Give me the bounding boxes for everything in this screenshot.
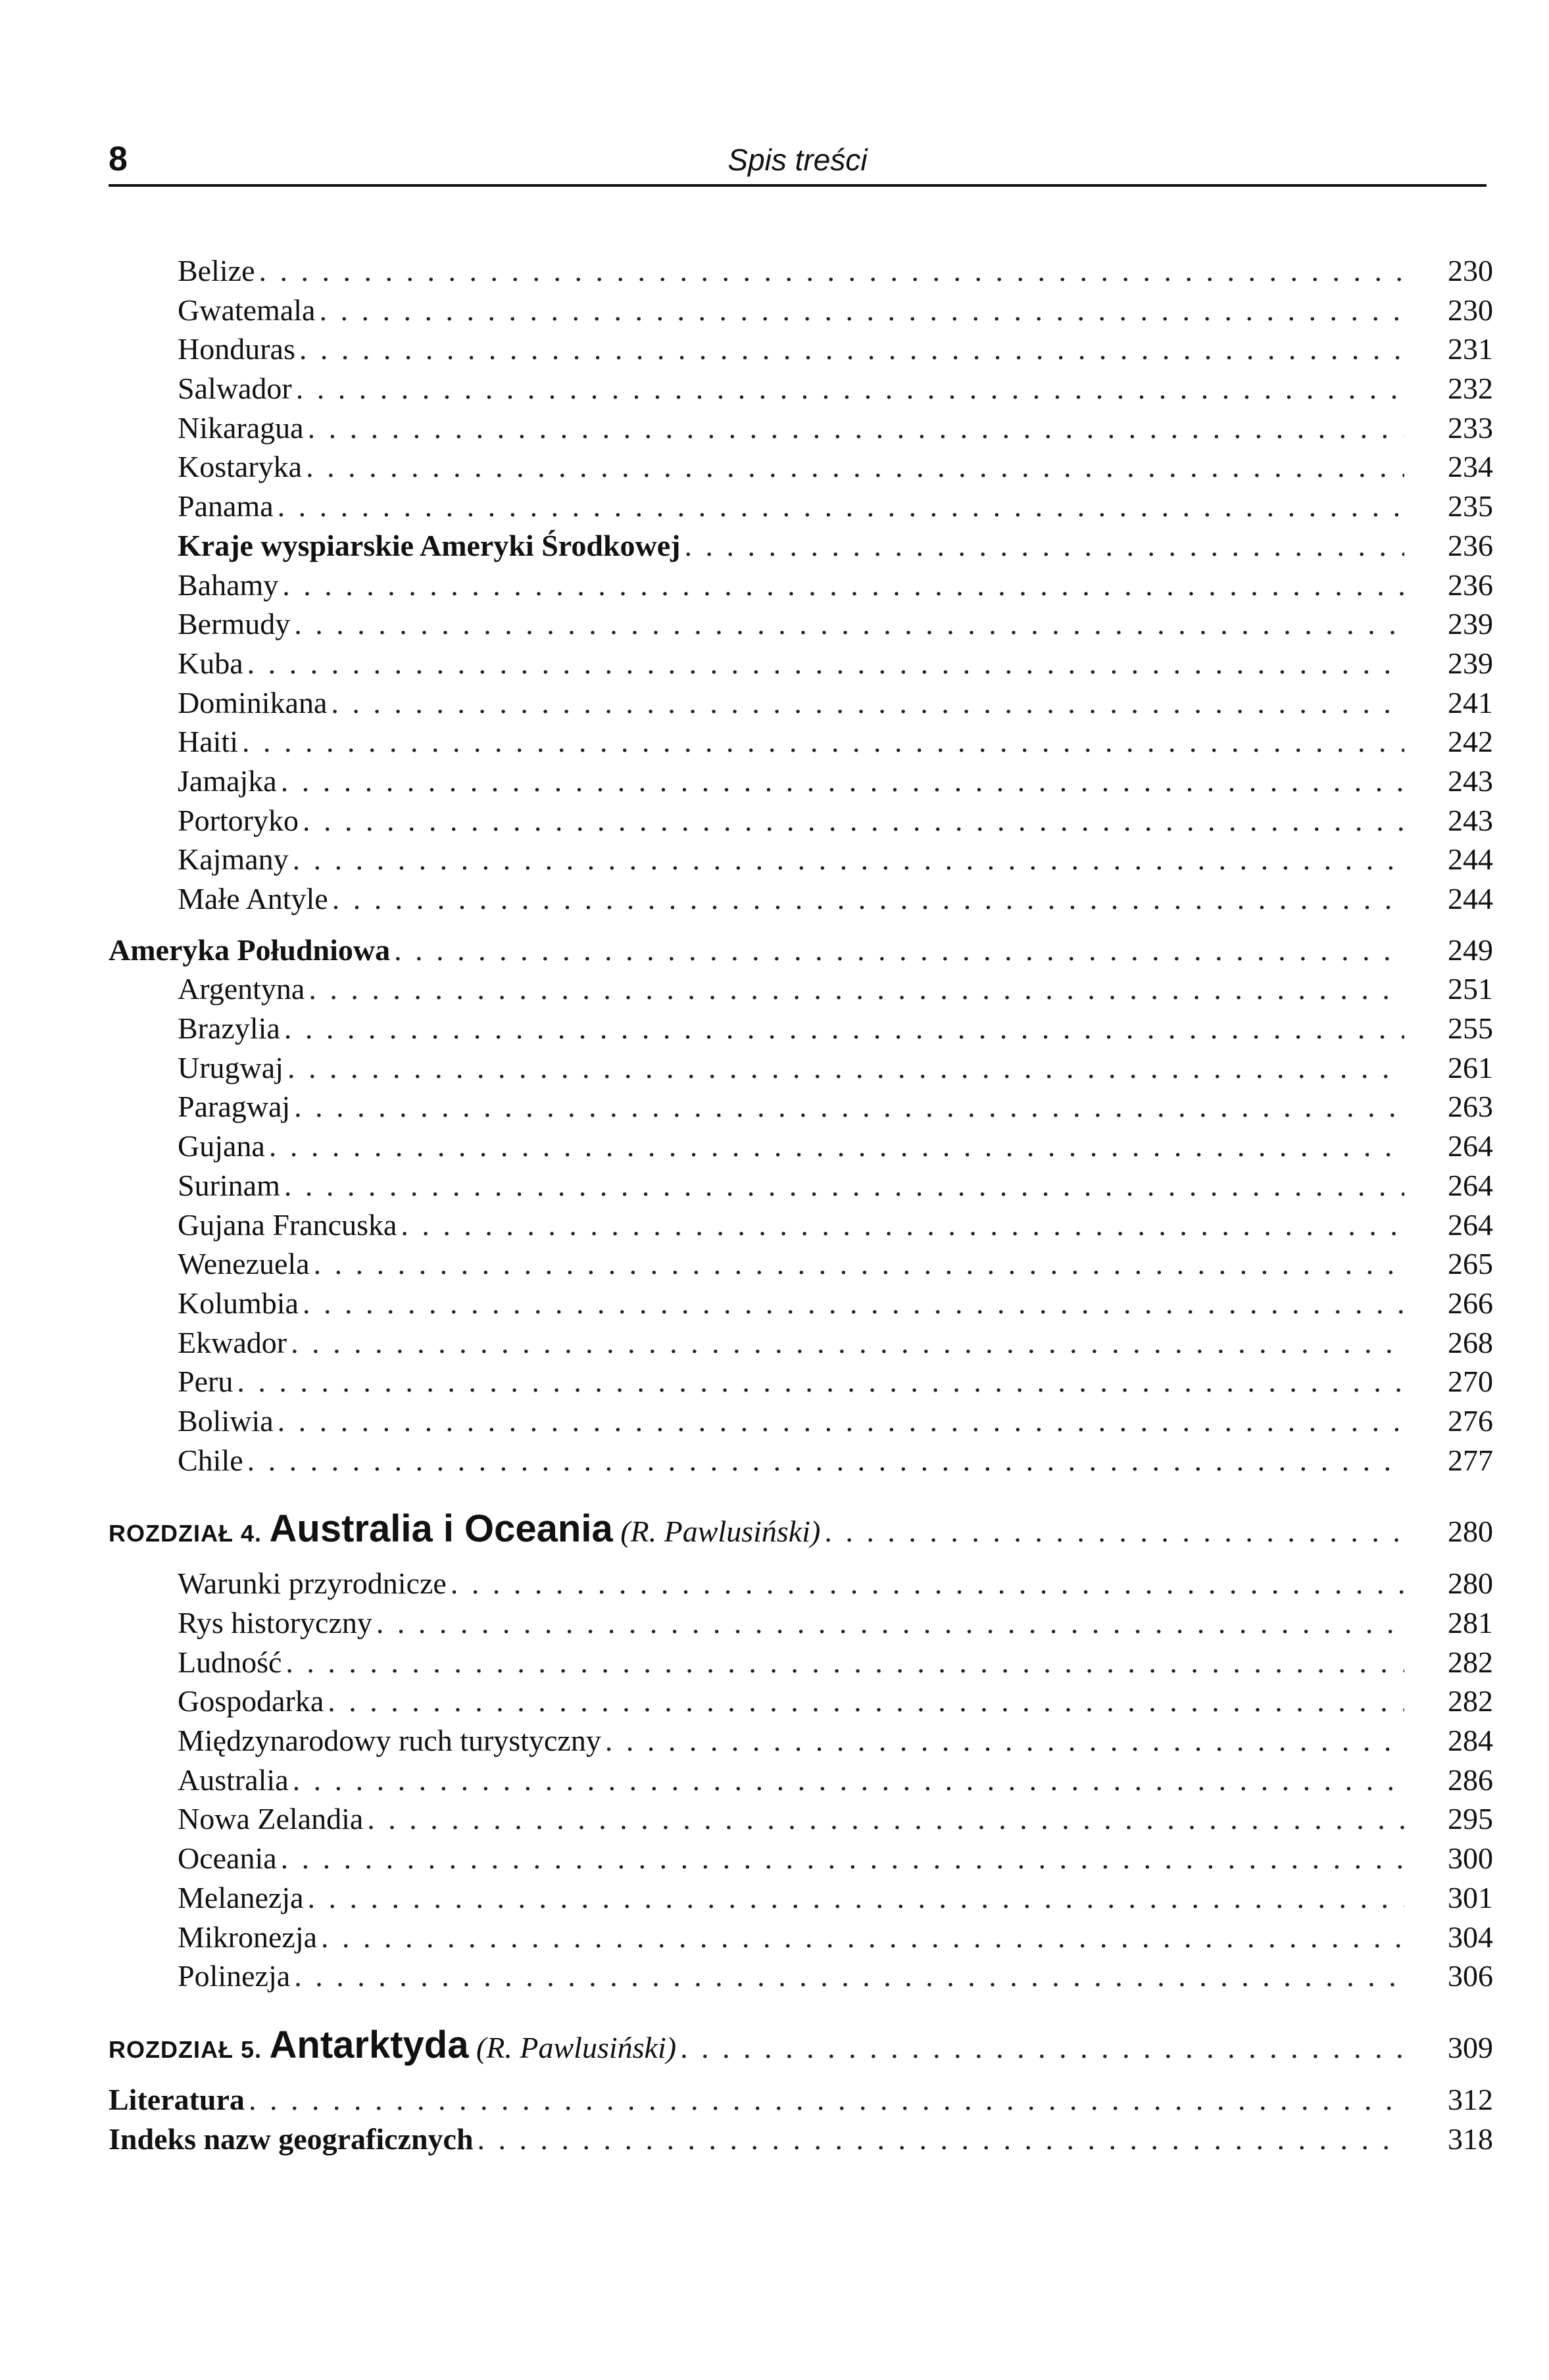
entry-page-number: 265	[1448, 1247, 1493, 1281]
dot-leader	[294, 1087, 1404, 1127]
dot-leader	[293, 840, 1404, 879]
toc-entry-gwatemala[interactable]	[109, 291, 1493, 330]
page-header	[109, 132, 1487, 187]
page-number: 8	[109, 140, 128, 178]
dot-leader	[605, 1721, 1404, 1761]
entry-page-number: 232	[1448, 372, 1493, 406]
entry-title: Polinezja	[178, 1959, 291, 1993]
toc-entry-ekwador[interactable]	[109, 1323, 1493, 1363]
dot-leader	[308, 408, 1404, 448]
entry-title	[109, 2022, 676, 2073]
toc-entry-nikaragua[interactable]	[109, 408, 1493, 448]
toc-chapter-5[interactable]	[109, 2022, 1493, 2068]
entry-title: Wenezuela	[178, 1247, 310, 1281]
entry-title: Peru	[178, 1365, 234, 1399]
entry-page-number: 261	[1448, 1050, 1493, 1084]
entry-page-number: 312	[1448, 2082, 1493, 2116]
entry-title: Honduras	[178, 332, 295, 366]
entry-page-number: 281	[1448, 1606, 1493, 1639]
dot-leader	[303, 1284, 1404, 1323]
dot-leader	[376, 1603, 1404, 1643]
entry-title: Literatura	[109, 2082, 245, 2116]
chapter-page: 280	[1448, 1515, 1493, 1549]
dot-leader	[259, 251, 1405, 291]
toc-entry-rys-historyczny[interactable]	[109, 1603, 1493, 1643]
toc-entry-gujana[interactable]	[109, 1127, 1493, 1166]
toc-entry-salwador[interactable]	[109, 369, 1493, 408]
dot-leader	[299, 329, 1404, 369]
entry-title: Małe Antyle	[178, 882, 328, 915]
entry-page-number: 244	[1448, 842, 1493, 877]
entry-page-number: 284	[1448, 1724, 1493, 1758]
toc-entry-boliwia[interactable]	[109, 1401, 1493, 1441]
toc-entry-polinezja[interactable]	[109, 1956, 1493, 1996]
toc-entry-kajmany[interactable]	[109, 840, 1493, 879]
entry-title: Melanezja	[178, 1880, 304, 1914]
toc-entry-panama[interactable]	[109, 487, 1493, 526]
entry-title: Ameryka Południowa	[109, 933, 391, 967]
dot-leader	[293, 1761, 1404, 1800]
entry-title: Mikronezja	[178, 1920, 318, 1954]
entry-page-number: 277	[1448, 1443, 1493, 1477]
entry-title: Kraje wyspiarskie Ameryki Środkowej	[178, 528, 681, 562]
entry-page-number: 243	[1448, 803, 1493, 837]
dot-leader	[294, 604, 1404, 644]
entry-page-number: 300	[1448, 1841, 1493, 1876]
toc-entry-jamajka[interactable]	[109, 762, 1493, 801]
entry-title: Dominikana	[178, 685, 328, 719]
toc-entry-nowa-zelandia[interactable]	[109, 1799, 1493, 1839]
entry-title: Salwador	[178, 372, 292, 406]
dot-leader	[247, 644, 1404, 683]
toc-entry-indeks[interactable]	[109, 2120, 1493, 2159]
toc-entry-honduras[interactable]	[109, 329, 1493, 369]
entry-title: Boliwia	[178, 1403, 274, 1438]
dot-leader	[278, 1401, 1404, 1441]
entry-title: Gujana	[178, 1129, 265, 1163]
entry-title: Kostaryka	[178, 450, 303, 484]
toc-entry-kuba[interactable]	[109, 644, 1493, 683]
dot-leader	[401, 1205, 1404, 1245]
entry-page-number: 249	[1448, 933, 1493, 967]
dot-leader	[237, 1362, 1404, 1401]
toc-entry-warunki-przyrodnicze[interactable]	[109, 1564, 1493, 1603]
toc-entry-surinam[interactable]	[109, 1166, 1493, 1205]
entry-title: Argentyna	[178, 972, 305, 1006]
dot-leader	[319, 291, 1404, 330]
entry-page-number: 244	[1448, 882, 1493, 915]
entry-page-number: 230	[1448, 293, 1493, 327]
chapter-page: 309	[1448, 2030, 1493, 2064]
entry-page-number: 266	[1448, 1286, 1493, 1320]
toc-entry-chile[interactable]	[109, 1441, 1493, 1480]
chapter-author: (R. Pawlusiński)	[476, 2030, 677, 2064]
entry-page-number: 264	[1448, 1129, 1493, 1163]
toc-entry-urugwaj[interactable]	[109, 1048, 1493, 1088]
entry-page-number: 304	[1448, 1920, 1493, 1954]
dot-leader	[284, 1009, 1404, 1048]
toc-entry-argentyna[interactable]	[109, 969, 1493, 1009]
entry-title: Surinam	[178, 1168, 280, 1202]
entry-title: Brazylia	[178, 1011, 280, 1046]
toc-entry-ameryka-poludniowa[interactable]	[109, 931, 1493, 970]
dot-leader	[278, 487, 1404, 526]
entry-title: Kajmany	[178, 842, 289, 877]
dot-leader	[308, 1878, 1404, 1918]
chapter-title: Antarktyda	[269, 2023, 469, 2066]
dot-leader	[281, 1839, 1404, 1878]
entry-title: Urugwaj	[178, 1050, 283, 1084]
entry-title: Kolumbia	[178, 1286, 299, 1320]
dot-leader	[478, 2120, 1404, 2159]
entry-page-number: 251	[1448, 972, 1493, 1006]
entry-page-number: 235	[1448, 489, 1493, 523]
dot-leader	[247, 1441, 1404, 1480]
dot-leader	[296, 369, 1404, 408]
entry-page-number: 242	[1448, 725, 1493, 759]
entry-title: Oceania	[178, 1841, 277, 1876]
chapter-label: ROZDZIAŁ 5.	[109, 2035, 262, 2063]
dot-leader	[332, 879, 1404, 919]
entry-title: Haiti	[178, 725, 238, 759]
toc-entry-dominikana[interactable]	[109, 683, 1493, 723]
toc-entry-brazylia[interactable]	[109, 1009, 1493, 1048]
entry-title: Gujana Francuska	[178, 1207, 397, 1242]
dot-leader	[367, 1799, 1404, 1839]
toc-entry-gujana-francuska[interactable]	[109, 1205, 1493, 1245]
entry-title: Panama	[178, 489, 274, 523]
toc-entry-portoryko[interactable]	[109, 801, 1493, 840]
table-of-contents	[109, 251, 1493, 2158]
entry-page-number: 318	[1448, 2122, 1493, 2156]
toc-entry-ruch-turystyczny[interactable]	[109, 1721, 1493, 1761]
entry-page-number: 286	[1448, 1762, 1493, 1797]
entry-title: Ludność	[178, 1645, 282, 1679]
dot-leader	[282, 566, 1404, 605]
dot-leader	[331, 683, 1404, 723]
toc-entry-peru[interactable]	[109, 1362, 1493, 1401]
entry-page-number: 276	[1448, 1403, 1493, 1438]
toc-entry-belize[interactable]	[109, 251, 1493, 291]
entry-title: Ekwador	[178, 1325, 287, 1359]
toc-entry-wenezuela[interactable]	[109, 1244, 1493, 1284]
entry-page-number: 280	[1448, 1566, 1493, 1601]
dot-leader	[291, 1323, 1404, 1363]
entry-title: Paragwaj	[178, 1090, 291, 1124]
toc-entry-kolumbia[interactable]	[109, 1284, 1493, 1323]
toc-entry-bahamy[interactable]	[109, 566, 1493, 605]
dot-leader	[321, 1918, 1404, 1957]
entry-title: Belize	[178, 254, 255, 287]
dot-leader	[303, 801, 1404, 840]
dot-leader	[328, 1682, 1404, 1721]
toc-entry-gospodarka[interactable]	[109, 1682, 1493, 1721]
entry-page-number: 282	[1448, 1684, 1493, 1718]
toc-entry-kraje-wyspiarskie[interactable]	[109, 526, 1493, 566]
entry-title: Indeks nazw geograficznych	[109, 2122, 474, 2156]
entry-page-number: 243	[1448, 764, 1493, 798]
dot-leader	[269, 1127, 1404, 1166]
dot-leader	[285, 1643, 1404, 1682]
dot-leader	[306, 447, 1404, 487]
entry-title: Bahamy	[178, 568, 279, 602]
dot-leader	[451, 1564, 1404, 1603]
dot-leader	[284, 1166, 1404, 1205]
entry-page-number: 301	[1448, 1880, 1493, 1914]
toc-entry-paragwaj[interactable]	[109, 1087, 1493, 1127]
toc-entry-mikronezja[interactable]	[109, 1918, 1493, 1957]
entry-title: Nowa Zelandia	[178, 1802, 364, 1836]
entry-page-number: 241	[1448, 685, 1493, 719]
entry-title: Jamajka	[178, 764, 277, 798]
entry-page-number: 236	[1448, 568, 1493, 602]
dot-leader	[249, 2080, 1404, 2120]
dot-leader	[314, 1244, 1404, 1284]
dot-leader	[308, 969, 1404, 1009]
entry-page-number: 239	[1448, 646, 1493, 680]
entry-page-number: 270	[1448, 1365, 1493, 1399]
toc-entry-ludnosc[interactable]	[109, 1643, 1493, 1682]
chapter-title: Australia i Oceania	[269, 1507, 613, 1551]
entry-page-number: 233	[1448, 410, 1493, 445]
toc-entry-melanezja[interactable]	[109, 1878, 1493, 1918]
chapter-label: ROZDZIAŁ 4.	[109, 1520, 262, 1547]
entry-page-number: 268	[1448, 1325, 1493, 1359]
entry-page-number: 306	[1448, 1959, 1493, 1993]
entry-title: Australia	[178, 1762, 289, 1797]
entry-page-number: 295	[1448, 1802, 1493, 1836]
entry-title: Bermudy	[178, 607, 291, 641]
entry-title: Gwatemala	[178, 293, 316, 327]
entry-title: Warunki przyrodnicze	[178, 1566, 447, 1601]
entry-title: Chile	[178, 1443, 243, 1477]
toc-entry-literatura[interactable]	[109, 2080, 1493, 2120]
entry-page-number: 255	[1448, 1011, 1493, 1046]
entry-page-number: 263	[1448, 1090, 1493, 1124]
dot-leader	[824, 1509, 1404, 1555]
toc-entry-bermudy[interactable]	[109, 604, 1493, 644]
entry-title: Międzynarodowy ruch turystyczny	[178, 1724, 601, 1758]
entry-page-number: 234	[1448, 450, 1493, 484]
entry-title	[109, 1506, 820, 1557]
entry-page-number: 264	[1448, 1168, 1493, 1202]
dot-leader	[287, 1048, 1404, 1088]
entry-title: Portoryko	[178, 803, 299, 837]
entry-page-number: 231	[1448, 332, 1493, 366]
entry-page-number: 264	[1448, 1207, 1493, 1242]
toc-entry-oceania[interactable]	[109, 1839, 1493, 1878]
entry-title: Nikaragua	[178, 410, 304, 445]
toc-entry-male-antyle[interactable]	[109, 879, 1493, 919]
running-title: Spis treści	[727, 143, 868, 177]
toc-entry-kostaryka[interactable]	[109, 447, 1493, 487]
entry-title: Kuba	[178, 646, 243, 680]
toc-chapter-4[interactable]	[109, 1506, 1493, 1552]
dot-leader	[685, 526, 1404, 566]
dot-leader	[281, 762, 1404, 801]
entry-page-number: 282	[1448, 1645, 1493, 1679]
toc-entry-australia[interactable]	[109, 1761, 1493, 1800]
entry-title: Gospodarka	[178, 1684, 324, 1718]
entry-title: Rys historyczny	[178, 1606, 372, 1639]
entry-page-number: 236	[1448, 528, 1493, 562]
dot-leader	[680, 2025, 1404, 2071]
dot-leader	[242, 722, 1404, 762]
entry-page-number: 230	[1448, 254, 1493, 287]
dot-leader	[394, 931, 1404, 970]
chapter-author: (R. Pawlusiński)	[620, 1515, 821, 1549]
entry-page-number: 239	[1448, 607, 1493, 641]
toc-entry-haiti[interactable]	[109, 722, 1493, 762]
dot-leader	[294, 1956, 1404, 1996]
